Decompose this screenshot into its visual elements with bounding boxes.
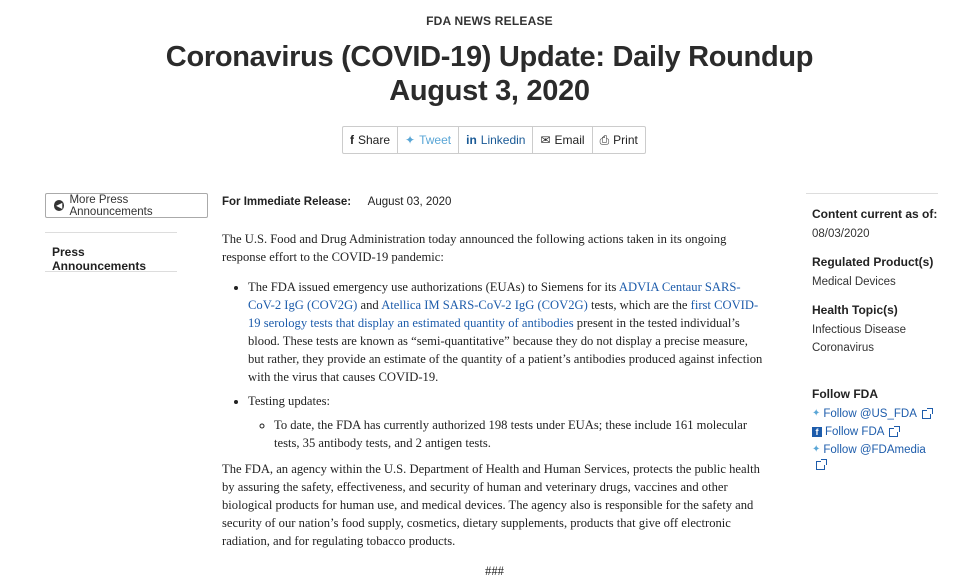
nav-item-press-announcements[interactable]: Press Announcements xyxy=(52,245,147,273)
release-line xyxy=(222,193,767,211)
health-topics-label: Health Topic(s) xyxy=(812,303,898,317)
title-line-2: August 3, 2020 xyxy=(389,75,590,107)
content-current-block xyxy=(806,207,938,243)
facebook-icon: f xyxy=(812,427,822,437)
linkedin-button[interactable] xyxy=(459,127,533,153)
share-facebook-button[interactable] xyxy=(343,127,398,153)
follow-fdamedia-external-link[interactable] xyxy=(812,461,938,470)
share-label: Share xyxy=(358,133,391,147)
title-line-1: Coronavirus (COVID-19) Update: Daily Roundup xyxy=(165,41,814,73)
health-topic-item: Coronavirus xyxy=(812,342,874,354)
follow-fda-label: Follow FDA xyxy=(812,387,878,401)
sub-list-item: ◦ To date, the FDA has currently authorized 198 tests under EUAs; these include 161 molecular tests, 35 antibody tests, and 2 antigen tests. xyxy=(274,416,767,452)
printer-icon: ⎙ xyxy=(599,133,610,147)
list-item xyxy=(248,278,767,386)
actions-list xyxy=(248,278,767,452)
follow-link-label: Follow @FDAmedia xyxy=(823,444,926,456)
testing-updates-label: Testing updates: xyxy=(248,394,331,408)
page-title xyxy=(0,40,979,108)
print-button[interactable] xyxy=(593,127,645,153)
follow-fda-block xyxy=(806,387,938,470)
sub-list xyxy=(274,416,767,452)
facebook-icon: f xyxy=(350,133,354,147)
envelope-icon: ✉ xyxy=(540,133,551,147)
linkedin-label: Linkedin xyxy=(480,133,526,147)
follow-us-fda-link[interactable] xyxy=(812,405,938,423)
twitter-icon: ✦ xyxy=(405,133,416,147)
left-nav xyxy=(45,232,177,272)
first-serology-tests-link[interactable]: first COVID-19 serology tests that display an estimated quantity of antibodies xyxy=(248,298,759,330)
regulated-products-block xyxy=(806,255,938,291)
bullet-text: present in the tested individual’s blood. These tests are known as “semi-quantitative” because they do not display a precise measure, but rather, they provide an estimate of the quantity of a patient’s antibodies produced against infection with the virus that causes COVID-19. xyxy=(248,316,763,384)
sidebar-divider xyxy=(806,193,938,194)
bullet-text: tests, which are the xyxy=(587,298,691,312)
right-sidebar xyxy=(806,193,938,470)
twitter-icon: ✦ xyxy=(812,444,821,455)
print-label: Print xyxy=(613,133,638,147)
content-current-label: Content current as of: xyxy=(812,207,938,221)
release-date: August 03, 2020 xyxy=(367,196,452,208)
news-release-kicker: FDA NEWS RELEASE xyxy=(426,14,553,28)
follow-link-label: Follow FDA xyxy=(825,426,885,438)
share-bar xyxy=(342,126,646,154)
follow-fdamedia-link[interactable] xyxy=(812,441,938,459)
advia-centaur-link[interactable]: ADVIA Centaur SARS-CoV-2 IgG (COV2G) xyxy=(248,280,741,312)
linkedin-icon: in xyxy=(466,133,477,147)
about-fda-paragraph: The FDA, an agency within the U.S. Department of Health and Human Services, protects the public health by assuring the safety, effectiveness, and security of human and veterinary drugs, vaccines and other biological products for human use, and medical devices. The agency also is responsible for the safety and security of our nation’s food supply, cosmetics, dietary supplements, products that give off electronic radiation, and for regulating tobacco products. xyxy=(222,462,760,548)
more-press-announcements-button[interactable] xyxy=(45,193,208,218)
follow-link-label: Follow @US_FDA xyxy=(823,408,917,420)
health-topic-item: Infectious Disease xyxy=(812,324,906,336)
health-topics-block xyxy=(806,303,938,357)
external-link-icon xyxy=(816,461,825,470)
end-mark: ### xyxy=(485,564,504,578)
twitter-icon: ✦ xyxy=(812,408,821,419)
regulated-products-label: Regulated Product(s) xyxy=(812,255,934,269)
bullet-text: and xyxy=(357,298,382,312)
content-current-date: 08/03/2020 xyxy=(812,228,870,240)
external-link-icon xyxy=(889,428,898,437)
follow-fda-facebook-link[interactable] xyxy=(812,423,938,441)
tweet-button[interactable] xyxy=(398,127,459,153)
release-label: For Immediate Release: xyxy=(222,196,352,208)
regulated-products-value: Medical Devices xyxy=(812,276,896,288)
email-label: Email xyxy=(554,133,585,147)
intro-paragraph: The U.S. Food and Drug Administration today announced the following actions taken in its ongoing response effort to the COVID-19 pandemic: xyxy=(222,232,727,264)
article-body xyxy=(222,193,767,580)
list-item xyxy=(248,392,767,452)
tweet-label: Tweet xyxy=(419,133,452,147)
external-link-icon xyxy=(922,410,931,419)
arrow-left-circle-icon: ◀ xyxy=(54,200,64,211)
more-press-label: More Press Announcements xyxy=(69,193,153,218)
email-button[interactable] xyxy=(533,127,592,153)
bullet-text: The FDA issued emergency use authorizations (EUAs) to Siemens for its xyxy=(248,280,619,294)
atellica-link[interactable]: Atellica IM SARS-CoV-2 IgG (COV2G) xyxy=(381,298,588,312)
